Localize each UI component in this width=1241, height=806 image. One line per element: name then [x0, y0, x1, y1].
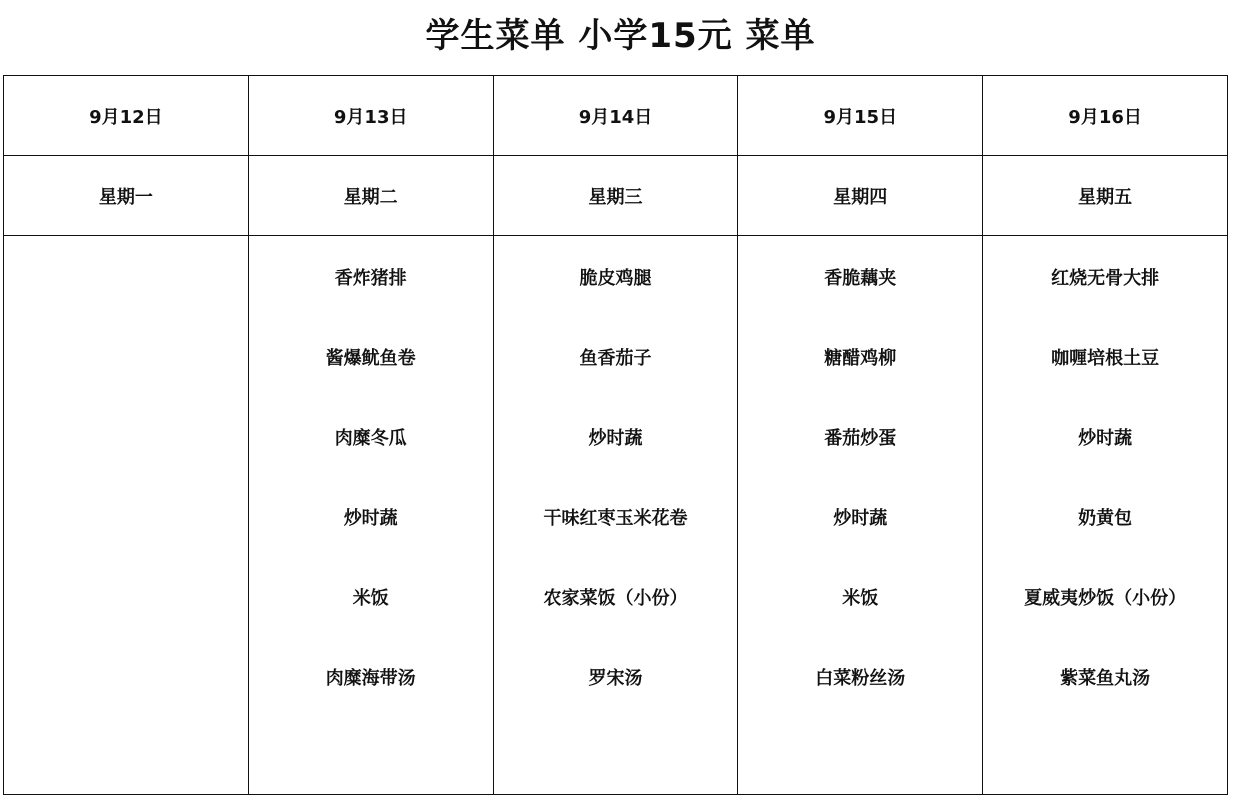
- date-cell-fri: 9月16日: [983, 76, 1228, 156]
- dish-cell-tue: [248, 236, 493, 795]
- menu-table: [3, 75, 1228, 795]
- dish-item: 红烧无骨大排: [1051, 268, 1160, 289]
- dish-item: 炒时蔬: [588, 428, 643, 449]
- dish-item: 米饭: [842, 588, 879, 609]
- dish-item: 炒时蔬: [833, 508, 888, 529]
- dish-list-wed: [494, 236, 738, 746]
- dish-item: 炒时蔬: [343, 508, 398, 529]
- dish-cell-thu: [738, 236, 983, 795]
- dish-list-fri: [983, 236, 1227, 746]
- dish-item: 紫菜鱼丸汤: [1060, 668, 1151, 689]
- dish-item: 香炸猪排: [334, 268, 407, 289]
- date-cell-thu: 9月15日: [738, 76, 983, 156]
- dish-item: 米饭: [352, 588, 389, 609]
- dish-item: 夏威夷炒饭（小份）: [1024, 588, 1187, 609]
- weekday-cell-fri: 星期五: [983, 156, 1228, 236]
- date-cell-tue: 9月13日: [248, 76, 493, 156]
- date-cell-mon: 9月12日: [4, 76, 249, 156]
- dish-item: 糖醋鸡柳: [824, 348, 897, 369]
- dish-item: 罗宋汤: [588, 668, 643, 689]
- dish-list-mon: [4, 236, 248, 266]
- page-title: 学生菜单 小学15元 菜单: [425, 16, 816, 56]
- date-cell-wed: 9月14日: [493, 76, 738, 156]
- dish-row: [4, 236, 1228, 795]
- dish-item: 酱爆鱿鱼卷: [325, 348, 416, 369]
- dish-list-tue: [249, 236, 493, 746]
- dish-item: 肉糜冬瓜: [334, 428, 407, 449]
- weekday-cell-mon: 星期一: [4, 156, 249, 236]
- dish-item: 番茄炒蛋: [824, 428, 897, 449]
- dish-item: 香脆藕夹: [824, 268, 897, 289]
- weekday-cell-wed: 星期三: [493, 156, 738, 236]
- dish-cell-fri: [983, 236, 1228, 795]
- dish-item: 奶黄包: [1078, 508, 1133, 529]
- dish-item: 鱼香茄子: [579, 348, 652, 369]
- dish-item: 干味红枣玉米花卷: [543, 508, 688, 529]
- dish-item: 咖喱培根土豆: [1051, 348, 1160, 369]
- weekday-row: [4, 156, 1228, 236]
- dish-cell-mon: [4, 236, 249, 795]
- weekday-cell-tue: 星期二: [248, 156, 493, 236]
- dish-item: 肉糜海带汤: [325, 668, 416, 689]
- dish-item: 炒时蔬: [1078, 428, 1133, 449]
- dish-item: 农家菜饭（小份）: [543, 588, 688, 609]
- dish-item: 白菜粉丝汤: [815, 668, 906, 689]
- dish-list-thu: [738, 236, 982, 746]
- dish-item: 脆皮鸡腿: [579, 268, 652, 289]
- weekday-cell-thu: 星期四: [738, 156, 983, 236]
- date-row: [4, 76, 1228, 156]
- dish-cell-wed: [493, 236, 738, 795]
